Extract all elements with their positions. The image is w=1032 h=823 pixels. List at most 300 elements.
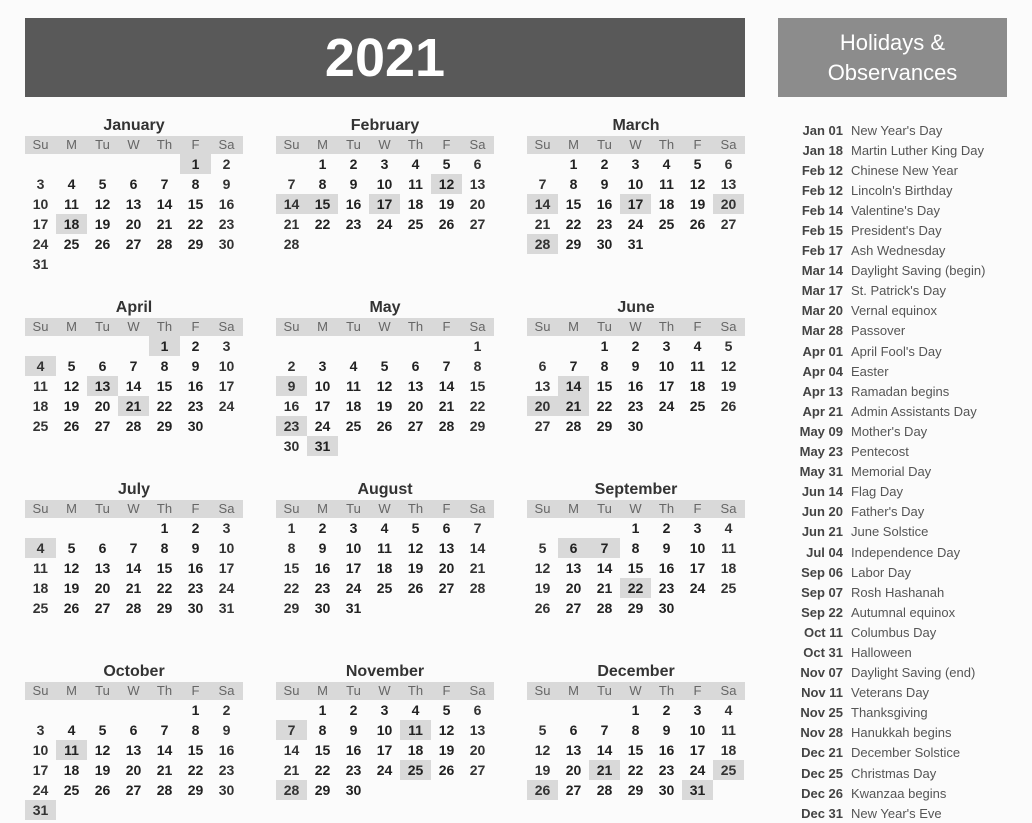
holiday-date: Apr 13 [802,383,843,399]
day-cell: 15 [187,742,204,758]
day-cell: 28 [596,600,613,616]
day-cell: 28 [565,418,582,434]
day-cell: 8 [318,722,327,738]
day-cell: 25 [32,418,49,434]
day-cell: 24 [627,216,644,232]
month-name: March [612,117,660,134]
empty-cell [25,336,56,356]
holiday-date: Jan 01 [802,122,843,138]
day-cell: 23 [218,216,235,232]
day-cell: 29 [627,600,644,616]
day-cell: 14 [156,742,173,758]
holiday-date: Dec 25 [801,765,843,781]
holiday-name: Passover [851,323,906,339]
day-cell: 17 [689,560,706,576]
day-cell: 2 [222,702,231,718]
holiday-name: Easter [851,363,889,379]
holiday-date: Jun 14 [801,484,843,500]
day-cell: 25 [400,760,431,780]
weekday-label: Th [156,501,173,516]
day-cell: 11 [56,740,87,760]
day-cell: 19 [534,580,551,596]
day-cell: 11 [346,378,361,394]
day-cell: 16 [218,742,235,758]
day-cell: 10 [689,722,706,738]
weekday-label: M [568,501,579,516]
weekday-label: F [191,137,200,152]
day-cell: 16 [345,196,362,212]
day-cell: 15 [565,196,582,212]
day-cell: 3 [222,520,231,536]
day-cell: 20 [713,194,744,214]
month-name: September [594,481,678,498]
day-cell: 22 [283,580,300,596]
day-cell: 20 [125,216,142,232]
month-name: November [345,663,425,680]
month-november [276,662,494,800]
holiday-name: Veterans Day [851,685,930,701]
day-cell: 16 [283,398,300,414]
day-cell: 25 [713,760,744,780]
day-cell: 7 [569,358,578,374]
day-cell: 3 [693,520,702,536]
day-grid [25,700,242,820]
day-cell: 17 [218,560,235,576]
empty-cell [87,518,118,538]
day-cell: 18 [407,196,424,212]
holiday-row [778,241,1018,261]
day-cell: 21 [469,560,486,576]
day-cell: 5 [538,722,547,738]
day-cell: 14 [156,196,173,212]
weekday-label: W [378,137,391,152]
weekday-header [527,136,745,154]
day-cell: 29 [596,418,613,434]
day-cell: 26 [407,580,424,596]
day-cell: 12 [407,540,424,556]
day-cell: 6 [98,358,107,374]
day-cell: 17 [658,378,675,394]
day-cell: 9 [631,358,640,374]
weekday-label: F [693,137,702,152]
day-cell: 1 [631,520,640,536]
holiday-date: Jan 18 [802,142,843,158]
weekday-label: F [693,501,702,516]
weekday-label: F [442,501,451,516]
day-cell: 12 [689,176,706,192]
day-cell: 11 [408,176,423,192]
day-cell: 8 [473,358,482,374]
day-cell: 13 [407,378,424,394]
day-cell: 27 [438,580,455,596]
day-cell: 7 [160,722,169,738]
day-cell: 2 [349,156,358,172]
day-cell: 19 [63,580,80,596]
day-cell: 27 [469,762,486,778]
day-cell: 26 [720,398,737,414]
holiday-row [778,482,1018,502]
day-cell: 26 [63,600,80,616]
day-cell: 6 [442,520,451,536]
day-cell: 26 [94,236,111,252]
holiday-row [778,703,1018,723]
weekday-label: W [629,319,642,334]
holiday-row [778,562,1018,582]
day-cell: 20 [469,742,486,758]
month-april [25,298,243,436]
holiday-date: Apr 04 [802,363,843,379]
day-cell: 18 [345,398,362,414]
day-cell: 8 [160,358,169,374]
day-cell: 14 [438,378,455,394]
day-cell: 9 [191,358,200,374]
day-cell: 3 [631,156,640,172]
day-cell: 23 [627,398,644,414]
day-cell: 25 [658,216,675,232]
weekday-label: M [568,319,579,334]
day-cell: 2 [662,520,671,536]
holiday-date: Mar 17 [801,283,843,299]
day-cell: 5 [411,520,420,536]
day-cell: 13 [438,540,455,556]
day-cell: 26 [438,216,455,232]
day-cell: 22 [627,762,644,778]
weekday-label: Th [407,137,424,152]
day-cell: 1 [473,338,482,354]
day-cell: 13 [565,560,582,576]
month-name: April [115,299,153,316]
day-cell: 13 [125,196,142,212]
holiday-date: Feb 17 [801,243,843,259]
holiday-name: President's Day [851,223,942,239]
holiday-date: Apr 21 [802,403,843,419]
day-cell: 19 [94,762,111,778]
day-cell: 16 [627,378,644,394]
day-cell: 27 [565,782,582,798]
holiday-row [778,301,1018,321]
holiday-row [778,602,1018,622]
day-cell: 31 [627,236,644,252]
holiday-date: Jul 04 [806,544,843,560]
holiday-date: Nov 07 [800,665,843,681]
day-cell: 28 [596,782,613,798]
holiday-row [778,120,1018,140]
day-cell: 23 [218,762,235,778]
holiday-row [778,743,1018,763]
weekday-label: F [693,319,702,334]
day-cell: 20 [407,398,424,414]
holiday-name: Ramadan begins [851,383,950,399]
day-cell: 24 [218,580,235,596]
weekday-label: W [127,501,140,516]
day-cell: 13 [720,176,737,192]
weekday-label: M [317,683,328,698]
day-cell: 31 [32,256,49,272]
day-cell: 27 [94,418,111,434]
weekday-label: W [378,319,391,334]
day-cell: 14 [527,194,558,214]
day-cell: 9 [349,176,358,192]
day-cell: 20 [94,398,111,414]
day-cell: 7 [589,538,620,558]
day-cell: 5 [538,540,547,556]
weekday-label: Tu [597,501,612,516]
day-cell: 3 [380,156,389,172]
day-cell: 30 [218,782,235,798]
weekday-header [276,136,494,154]
day-cell: 18 [720,560,737,576]
holiday-date: May 31 [799,464,843,480]
day-cell: 23 [314,580,331,596]
day-cell: 24 [345,580,362,596]
holiday-date: Mar 20 [801,303,843,319]
holiday-name: Kwanzaa begins [851,785,947,801]
weekday-label: W [629,501,642,516]
day-cell: 10 [376,722,393,738]
holiday-date: Dec 21 [801,745,843,761]
day-cell: 28 [438,418,455,434]
day-cell: 28 [125,418,142,434]
weekday-label: W [127,137,140,152]
weekday-label: Th [156,137,173,152]
weekday-label: F [191,683,200,698]
day-cell: 29 [627,782,644,798]
day-cell: 4 [380,520,389,536]
day-cell: 16 [187,378,204,394]
empty-cell [558,336,589,356]
day-cell: 10 [218,358,235,374]
weekday-label: Th [156,319,173,334]
holiday-row [778,622,1018,642]
day-cell: 9 [349,722,358,738]
day-cell: 21 [118,396,149,416]
day-cell: 23 [345,762,362,778]
day-cell: 8 [631,722,640,738]
weekday-label: Th [658,137,675,152]
holiday-row [778,582,1018,602]
weekday-label: F [693,683,702,698]
weekday-label: Tu [597,683,612,698]
day-cell: 22 [314,216,331,232]
month-name: October [103,663,165,680]
holidays-list [778,120,1018,823]
holiday-row [778,763,1018,783]
day-cell: 12 [431,174,462,194]
holiday-name: Valentine's Day [851,202,940,218]
holiday-name: Halloween [851,644,912,660]
empty-cell [56,154,87,174]
empty-cell [369,336,400,356]
day-cell: 23 [345,216,362,232]
empty-cell [527,336,558,356]
day-cell: 25 [63,236,80,252]
day-cell: 4 [724,702,733,718]
day-cell: 10 [32,742,49,758]
weekday-label: Su [534,501,551,516]
day-cell: 19 [720,378,737,394]
weekday-label: F [191,319,200,334]
day-cell: 29 [283,600,300,616]
day-cell: 5 [693,156,702,172]
day-cell: 20 [565,580,582,596]
weekday-label: Tu [95,683,110,698]
day-grid [25,154,242,274]
month-name: January [103,117,165,134]
day-cell: 8 [600,358,609,374]
holiday-row [778,381,1018,401]
day-cell: 9 [191,540,200,556]
day-cell: 25 [689,398,706,414]
day-cell: 19 [63,398,80,414]
holiday-name: Mother's Day [851,423,928,439]
day-cell: 27 [125,236,142,252]
weekday-label: Su [283,683,300,698]
holiday-date: Jun 20 [801,504,843,520]
weekday-label: Su [283,137,300,152]
day-cell: 21 [534,216,551,232]
weekday-label: M [66,683,77,698]
day-cell: 1 [600,338,609,354]
day-cell: 6 [558,538,589,558]
day-cell: 6 [129,722,138,738]
holiday-row [778,200,1018,220]
empty-cell [276,154,307,174]
day-cell: 15 [596,378,613,394]
day-cell: 25 [345,418,362,434]
day-cell: 20 [527,396,558,416]
day-cell: 10 [689,540,706,556]
day-cell: 1 [318,702,327,718]
day-cell: 7 [442,358,451,374]
day-cell: 14 [558,376,589,396]
day-grid [25,518,242,618]
day-cell: 27 [720,216,737,232]
day-cell: 18 [32,398,49,414]
year-banner [25,18,745,97]
day-cell: 1 [149,336,180,356]
empty-cell [527,518,558,538]
weekday-label: Sa [218,319,235,334]
day-cell: 22 [620,578,651,598]
day-grid [527,700,744,800]
day-cell: 13 [125,742,142,758]
weekday-label: M [66,501,77,516]
holiday-name: New Year's Day [851,122,943,138]
day-cell: 22 [156,580,173,596]
day-cell: 12 [720,358,737,374]
day-cell: 4 [349,358,358,374]
holidays-header [778,18,1007,97]
empty-cell [25,700,56,720]
month-february [276,116,494,254]
day-cell: 15 [283,560,300,576]
day-cell: 11 [377,540,392,556]
weekday-label: M [317,501,328,516]
day-cell: 10 [345,540,362,556]
day-cell: 26 [94,782,111,798]
day-cell: 2 [600,156,609,172]
day-cell: 5 [442,156,451,172]
day-cell: 15 [469,378,486,394]
month-name: August [357,481,413,498]
day-cell: 29 [565,236,582,252]
day-cell: 22 [469,398,486,414]
day-cell: 12 [534,742,551,758]
empty-cell [56,518,87,538]
day-cell: 30 [187,418,204,434]
day-cell: 7 [600,722,609,738]
day-cell: 9 [222,722,231,738]
month-name: December [597,663,675,680]
day-cell: 21 [125,580,142,596]
day-cell: 16 [596,196,613,212]
day-cell: 16 [658,742,675,758]
day-cell: 10 [314,378,331,394]
day-cell: 20 [94,580,111,596]
day-cell: 6 [129,176,138,192]
weekday-label: Sa [469,137,486,152]
day-cell: 8 [191,176,200,192]
day-cell: 17 [32,762,49,778]
holiday-name: Chinese New Year [851,162,958,178]
day-cell: 7 [129,358,138,374]
day-cell: 30 [283,438,300,454]
day-cell: 24 [32,236,49,252]
weekday-label: W [629,683,642,698]
day-cell: 2 [222,156,231,172]
day-cell: 24 [658,398,675,414]
day-cell: 9 [222,176,231,192]
day-cell: 8 [631,540,640,556]
day-cell: 29 [156,600,173,616]
day-cell: 24 [689,580,706,596]
day-cell: 7 [287,176,296,192]
holiday-date: Sep 06 [801,564,843,580]
day-cell: 14 [276,194,307,214]
weekday-header [25,318,243,336]
holiday-row [778,281,1018,301]
day-cell: 26 [376,418,393,434]
holiday-name: Vernal equinox [851,303,938,319]
day-cell: 13 [94,560,111,576]
holiday-name: Independence Day [851,544,961,560]
day-cell: 16 [658,560,675,576]
day-cell: 20 [125,762,142,778]
day-cell: 13 [565,742,582,758]
day-cell: 10 [32,196,49,212]
holiday-row [778,140,1018,160]
day-cell: 11 [33,378,48,394]
day-cell: 27 [94,600,111,616]
empty-cell [56,336,87,356]
day-cell: 16 [345,742,362,758]
holiday-date: Feb 12 [801,182,843,198]
holiday-name: Daylight Saving (begin) [851,263,986,279]
day-cell: 6 [411,358,420,374]
empty-cell [307,336,338,356]
day-cell: 2 [191,338,200,354]
day-cell: 5 [98,722,107,738]
day-cell: 26 [527,780,558,800]
day-cell: 22 [187,216,204,232]
day-cell: 21 [283,762,300,778]
empty-cell [25,518,56,538]
day-cell: 14 [596,560,613,576]
empty-cell [87,336,118,356]
day-cell: 29 [187,236,204,252]
day-cell: 9 [662,540,671,556]
holiday-name: Daylight Saving (end) [851,665,976,681]
